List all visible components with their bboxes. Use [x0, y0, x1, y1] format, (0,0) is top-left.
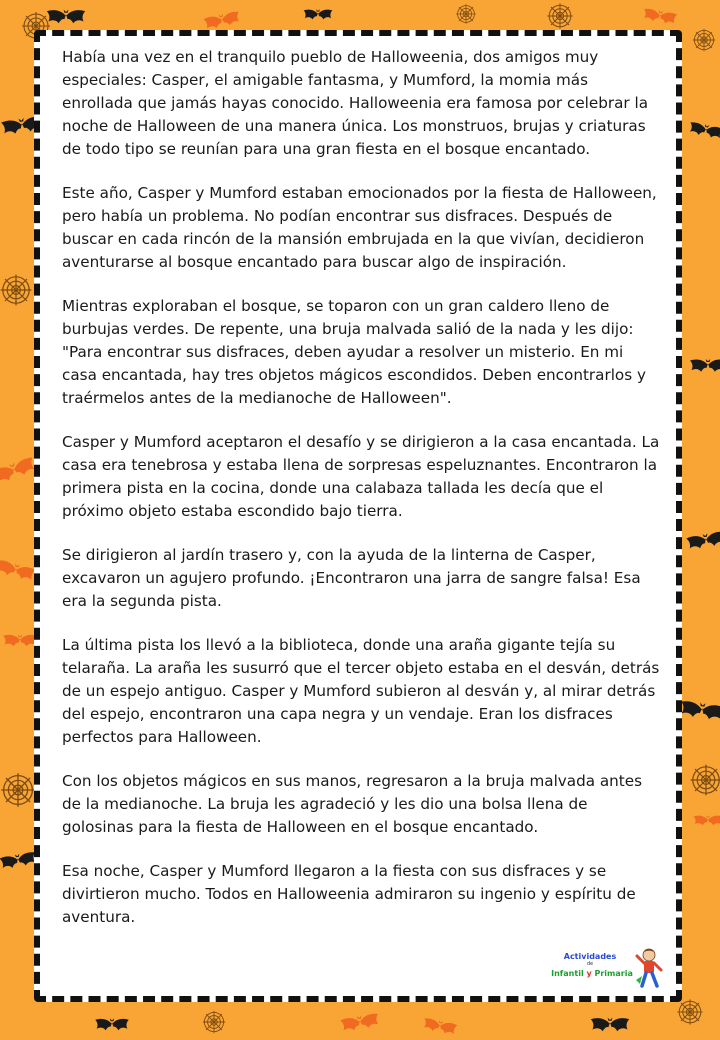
story-paragraph-6: La última pista los llevó a la biblioteca, donde una araña gigante tejía su telaraña. La araña les susurró que el tercer objeto estaba en el desván, detrás de un espejo antiguo. Casper y Mumford subieron al desván y, al mirar detrás del espejo, encontraron una capa negra y un vendaje. Eran los disfraces perfectos para Halloween. — [62, 636, 660, 746]
spider-web-icon — [1, 275, 32, 306]
bat-icon — [0, 456, 37, 485]
bat-icon — [203, 10, 241, 30]
story-page — [34, 30, 682, 1002]
bat-icon — [642, 8, 677, 26]
logo-line-3 — [548, 969, 636, 978]
story-paragraph-3: Mientras exploraban el bosque, se toparon con un gran caldero lleno de burbujas verdes. De repente, una bruja malvada salió de la nada y les dijo: "Para encontrar sus disfraces, deben ayudar a resolver un misterio. En mi casa encantada, hay tres objetos mágicos escondidos. Deben encontrarlos y traérmelos antes de la medianoche de Halloween". — [62, 297, 646, 407]
spider-web-icon — [1, 773, 35, 807]
bat-icon — [690, 359, 720, 372]
story-paragraph-4: Casper y Mumford aceptaron el desafío y se dirigieron a la casa encantada. La casa era tenebrosa y estaba llena de sorpresas espeluznantes. Encontraron la primera pista en la cocina, donde una calabaza tallada les decía que el próximo objeto estaba escondido bajo tierra. — [62, 433, 660, 520]
bat-icon — [3, 634, 37, 646]
bat-icon — [0, 559, 36, 582]
logo-line-2: de — [586, 961, 594, 967]
bat-icon — [694, 815, 720, 825]
story-paragraph-5: Se dirigieron al jardín trasero y, con la ayuda de la linterna de Casper, excavaron un agujero profundo. ¡Encontraron una jarra de sangre falsa! Esa era la segunda pista. — [62, 546, 641, 610]
bat-icon — [688, 121, 720, 140]
spider-web-icon — [203, 1011, 225, 1033]
bat-icon — [591, 1018, 629, 1032]
story-paragraph-8: Esa noche, Casper y Mumford llegaron a la fiesta con sus disfraces y se divirtieron mucho. Todos en Halloweenia admiraron su ingenio y espíritu de aventura. — [62, 862, 636, 926]
bat-icon — [422, 1017, 457, 1036]
bat-icon — [95, 1018, 129, 1030]
spider-web-icon — [456, 4, 476, 24]
bat-icon — [679, 700, 720, 721]
story-text — [62, 46, 660, 950]
logo-word-y: y — [586, 969, 592, 978]
story-paragraph-2: Este año, Casper y Mumford estaban emocionados por la fiesta de Halloween, pero había un problema. No podían encontrar sus disfraces. Después de buscar en cada rincón de la mansión embrujada en la que vivían, decidieron aventurarse al bosque encantado para buscar algo de inspiración. — [62, 184, 657, 271]
bat-icon — [0, 851, 37, 870]
site-logo — [550, 946, 668, 990]
story-paragraph-1: Había una vez en el tranquilo pueblo de Halloweenia, dos amigos muy especiales: Casper, el amigable fantasma, y Mumford, la momia más enrollada que jamás hayas conocido. Halloweenia era famosa por celebrar la noche de Halloween de una manera única. Los monstruos, brujas y criaturas de todo tipo se reunían para una gran fiesta en el bosque encantado. — [62, 48, 649, 158]
logo-line-1: Actividades — [563, 952, 617, 961]
logo-word-primaria: Primaria — [594, 969, 633, 978]
spider-web-icon — [677, 999, 702, 1024]
bat-icon — [304, 9, 333, 19]
story-paragraph-7: Con los objetos mágicos en sus manos, regresaron a la bruja malvada antes de la medianoche. La bruja les agradeció y les dio una bolsa llena de golosinas para la fiesta de Halloween en el bosque encantado. — [62, 772, 643, 836]
bat-icon — [686, 530, 720, 550]
spider-web-icon — [691, 765, 720, 796]
child-mascot-icon — [634, 946, 664, 990]
spider-web-icon — [693, 29, 715, 51]
logo-word-infantil: Infantil — [551, 969, 584, 978]
bat-icon — [340, 1012, 380, 1032]
spider-web-icon — [547, 3, 572, 28]
bat-icon — [47, 10, 85, 24]
